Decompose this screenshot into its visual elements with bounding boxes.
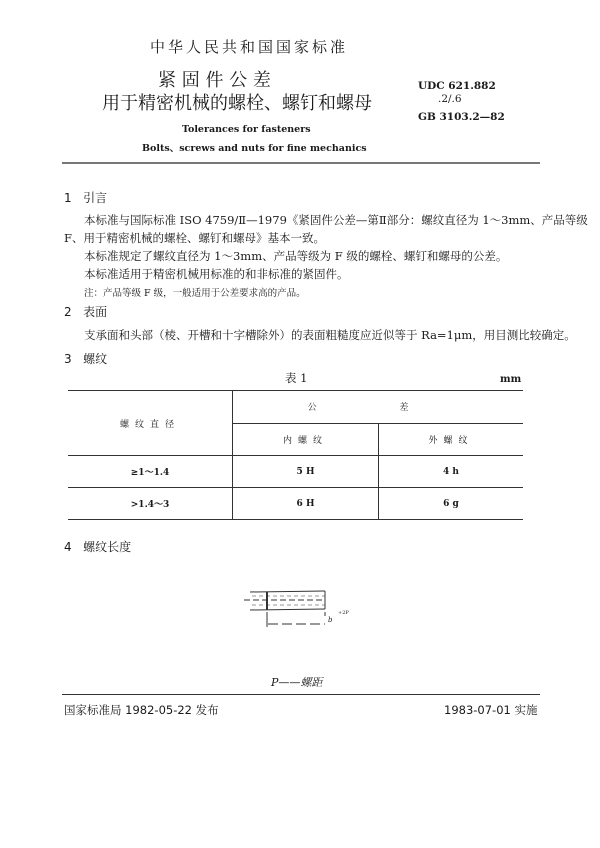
header-internal-thread: 内螺纹 — [233, 423, 379, 456]
footer-divider — [62, 694, 540, 695]
paragraph: F、用于精密机械的螺栓、螺钉和螺母》基本一致。 — [64, 231, 325, 245]
gb-number: GB 3103.2—82 — [418, 111, 505, 123]
paragraph: 本标准适用于精密机械用标准的和非标准的紧固件。 — [84, 267, 349, 281]
issue-date: 国家标准局 1982-05-22 发布 — [64, 703, 219, 717]
note: 注：产品等级 F 级，一般适用于公差要求高的产品。 — [84, 288, 306, 299]
table-caption: 表 1 — [285, 371, 308, 385]
cell-external: 4 h — [379, 456, 524, 488]
paragraph: 本标准规定了螺纹直径为 1～3mm、产品等级为 F 级的螺栓、螺钉和螺母的公差。 — [84, 249, 508, 263]
section-1-heading: 1 引言 — [64, 191, 108, 205]
figure-caption: P——螺距 — [271, 676, 323, 689]
thread-length-figure — [240, 585, 340, 630]
table-unit: mm — [500, 374, 522, 385]
section-2-heading: 2 表面 — [64, 305, 108, 319]
table-row — [68, 488, 523, 520]
figure-label-tolerance: +2P — [338, 610, 349, 616]
header-divider — [62, 162, 540, 164]
header-tolerance: 公 差 — [233, 391, 524, 424]
section-3-heading: 3 螺纹 — [64, 352, 108, 366]
paragraph: 支承面和头部（棱、开槽和十字槽除外）的表面粗糙度应近似等于 Ra=1μm，用目测比较确定。 — [84, 328, 576, 342]
figure-label-b: b — [328, 616, 333, 624]
effective-date: 1983-07-01 实施 — [444, 703, 538, 717]
cell-diameter: >1.4～3 — [68, 488, 233, 520]
english-title-1: Tolerances for fasteners — [182, 124, 311, 135]
cell-external: 6 g — [379, 488, 524, 520]
cell-internal: 5 H — [233, 456, 379, 488]
english-title-2: Bolts、screws and nuts for fine mechanics — [142, 143, 367, 154]
cell-internal: 6 H — [233, 488, 379, 520]
header-external-thread: 外螺纹 — [379, 423, 524, 456]
issuing-org: 中华人民共和国国家标准 — [150, 38, 349, 56]
header-diameter: 螺纹直径 — [68, 391, 233, 456]
cell-diameter: ≥1～1.4 — [68, 456, 233, 488]
udc-code: UDC 621.882 — [418, 80, 496, 92]
section-4-heading: 4 螺纹长度 — [64, 540, 132, 554]
tolerance-table — [68, 390, 523, 520]
table-row — [68, 456, 523, 488]
udc-code-cont: .2/.6 — [438, 93, 462, 105]
title-line1: 紧 固 件 公 差 — [158, 70, 271, 91]
paragraph: 本标准与国际标准 ISO 4759/Ⅱ—1979《紧固件公差—第Ⅱ部分：螺纹直径为 1～3mm、产品等级 — [84, 213, 588, 227]
title-line2: 用于精密机械的螺栓、螺钉和螺母 — [102, 93, 372, 114]
